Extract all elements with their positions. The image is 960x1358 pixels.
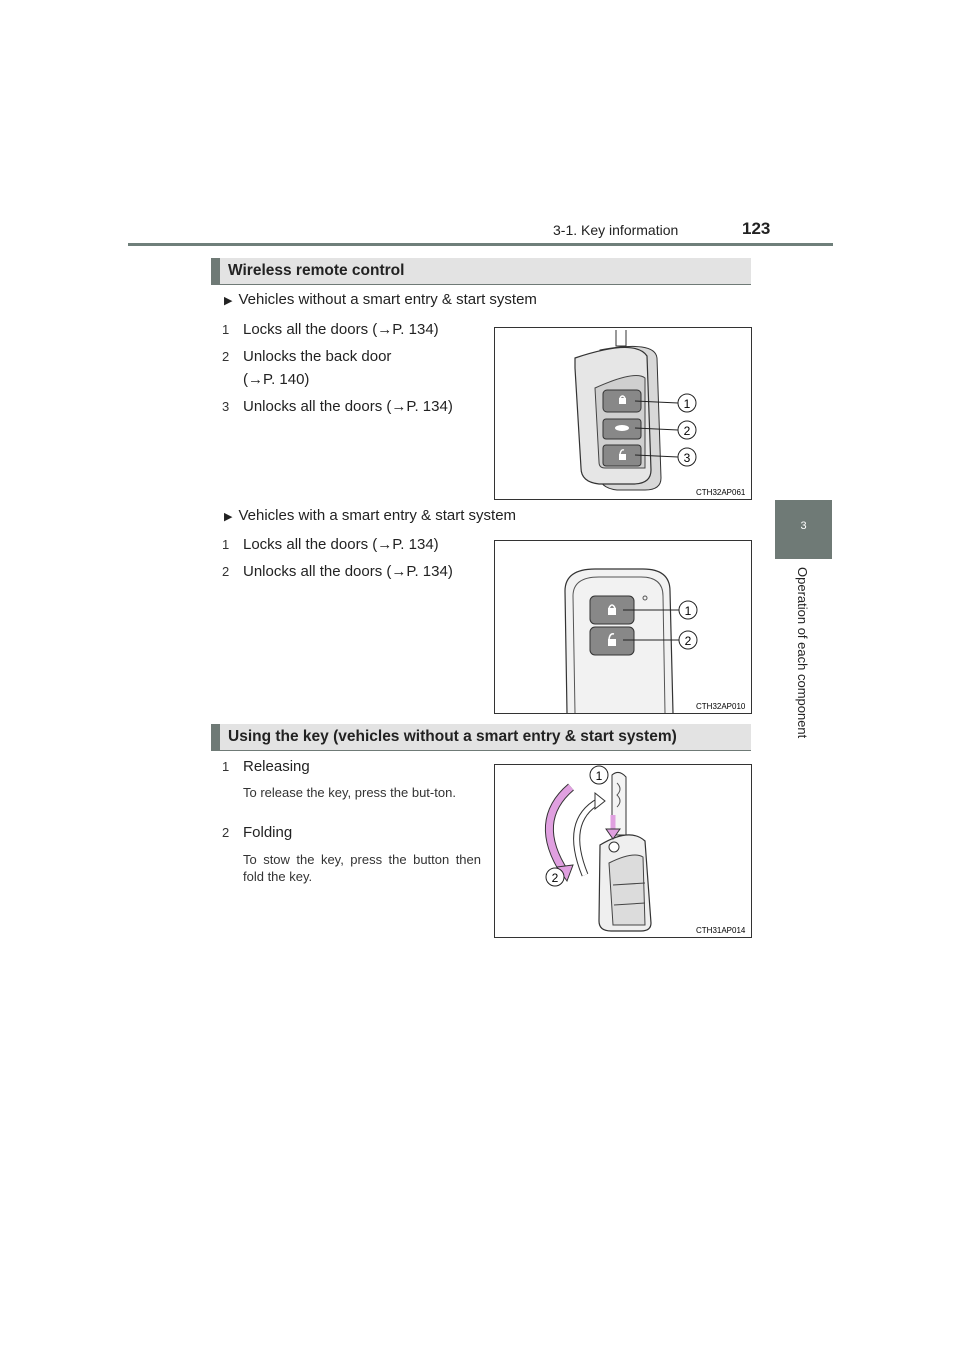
figure-smart-key (494, 540, 752, 714)
item-number: 2 (222, 564, 230, 579)
header-rule (128, 243, 833, 246)
list-item (222, 561, 492, 583)
callout-1: 1 (595, 769, 603, 783)
section-heading-wireless: Wireless remote control (211, 258, 751, 284)
callout-2: 2 (684, 634, 692, 648)
item-text: Unlocks the back door (243, 348, 392, 365)
chapter-title: Operation of each component (795, 567, 810, 739)
item-number: 3 (222, 399, 230, 414)
item-title: Folding (243, 824, 293, 841)
chapter-tab[interactable] (775, 500, 832, 559)
item-text: Locks all the doors (→P. 134) (243, 536, 439, 553)
callout-3: 3 (683, 451, 691, 465)
item-text-continued: (→P. 140) (243, 371, 310, 388)
list-item (222, 822, 482, 844)
running-header: 3-1. Key information (553, 222, 679, 238)
item-description: To stow the key, press the button then fold the key. (243, 852, 481, 884)
item-number: 2 (222, 349, 230, 364)
list-item (222, 534, 492, 556)
figure-code: CTH32AP061 (696, 488, 746, 497)
triangle-bullet-icon: ▶ (224, 511, 233, 523)
bullet-without-smart-entry: ▶ Vehicles without a smart entry & start system (224, 291, 537, 308)
item-title: Releasing (243, 758, 310, 775)
page-number: 123 (742, 219, 771, 238)
section-heading-using-key: Using the key (vehicles without a smart entry & start system) (211, 724, 751, 750)
figure-key-release-fold (494, 764, 752, 938)
figure-code: CTH31AP014 (696, 926, 746, 935)
list-item (222, 396, 492, 418)
item-number: 2 (222, 825, 230, 840)
callout-1: 1 (684, 604, 692, 618)
item-number: 1 (222, 759, 230, 774)
figure-code: CTH32AP010 (696, 702, 746, 711)
item-description: To release the key, press the but-ton. (243, 785, 456, 800)
callout-2: 2 (683, 424, 691, 438)
list-item (222, 319, 482, 341)
chapter-number: 3 (800, 520, 807, 532)
item-number: 1 (222, 537, 230, 552)
item-text: Unlocks all the doors (→P. 134) (243, 398, 453, 415)
item-text: Locks all the doors (→P. 134) (243, 321, 439, 338)
section-underline (211, 284, 751, 285)
section-underline (211, 750, 751, 751)
list-item (222, 346, 482, 368)
callout-2: 2 (551, 871, 559, 885)
triangle-bullet-icon: ▶ (224, 295, 233, 307)
bullet-with-smart-entry: ▶ Vehicles with a smart entry & start system (224, 507, 517, 524)
callout-1: 1 (683, 397, 691, 411)
list-item (222, 756, 482, 778)
item-text: Unlocks all the doors (→P. 134) (243, 563, 453, 580)
item-number: 1 (222, 322, 230, 337)
figure-flip-key-remote (494, 327, 752, 500)
